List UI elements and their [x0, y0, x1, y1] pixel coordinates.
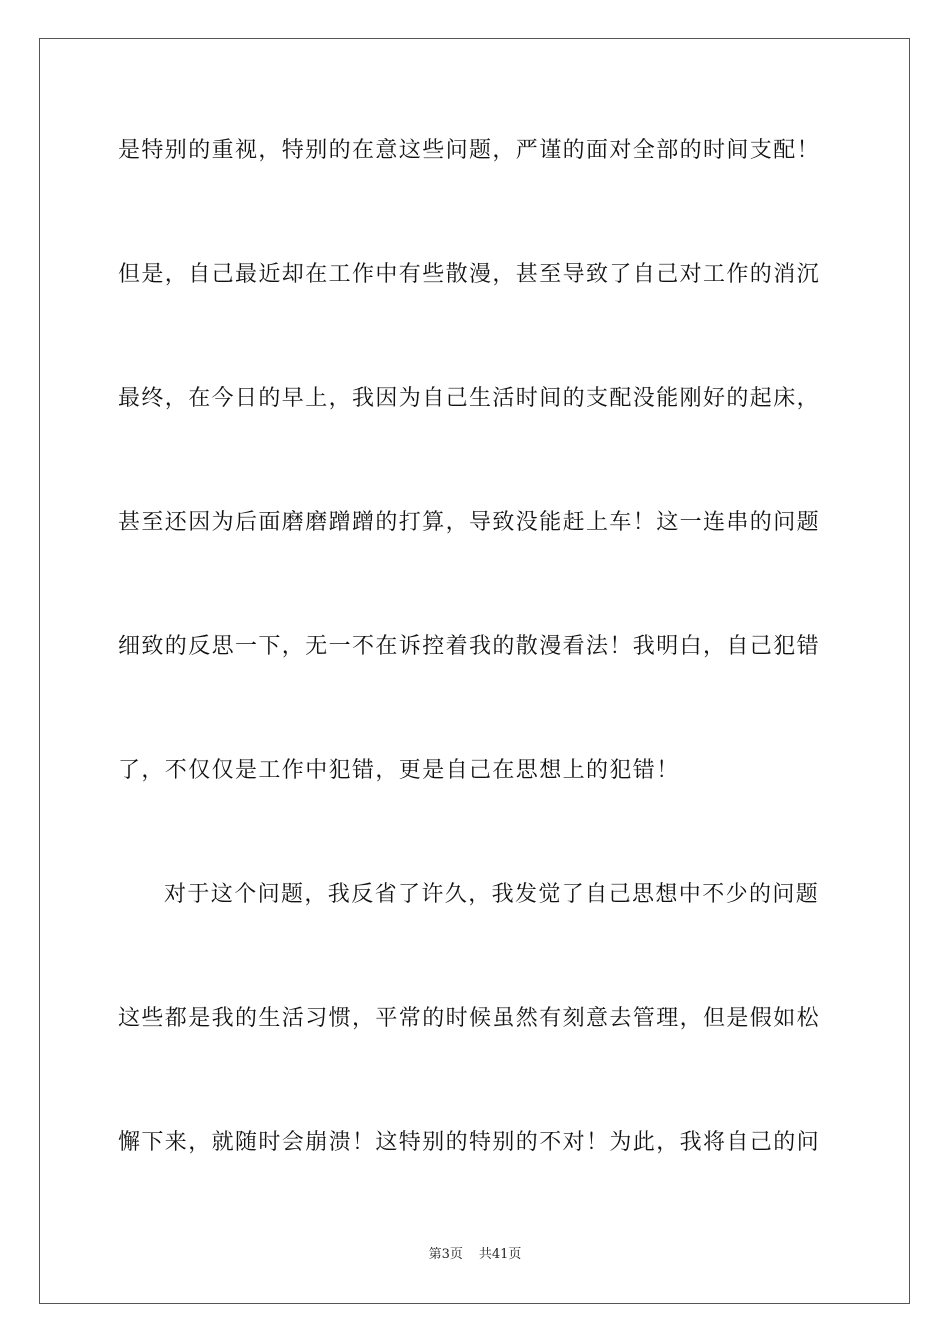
page-border — [39, 38, 910, 1304]
text-line-7-paragraph-start: 对于这个问题，我反省了许久，我发觉了自己思想中不少的问题 — [164, 882, 820, 907]
page-number-current: 第3页 — [428, 1247, 463, 1262]
page-number-total: 共41页 — [478, 1247, 522, 1262]
text-line-6: 了，不仅仅是工作中犯错，更是自己在思想上的犯错！ — [118, 758, 680, 783]
text-line-5: 细致的反思一下，无一不在诉控着我的散漫看法！我明白，自己犯错 — [118, 634, 821, 659]
text-line-3: 最终，在今日的早上，我因为自己生活时间的支配没能刚好的起床， — [118, 386, 821, 411]
text-line-1: 是特别的重视，特别的在意这些问题，严谨的面对全部的时间支配！ — [118, 138, 821, 163]
text-line-9: 懈下来，就随时会崩溃！这特别的特别的不对！为此，我将自己的问 — [118, 1130, 821, 1155]
text-line-2: 但是，自己最近却在工作中有些散漫，甚至导致了自己对工作的消沉 — [118, 262, 821, 287]
page-footer — [0, 1246, 950, 1264]
text-line-8: 这些都是我的生活习惯，平常的时候虽然有刻意去管理，但是假如松 — [118, 1006, 821, 1031]
text-line-4: 甚至还因为后面磨磨蹭蹭的打算，导致没能赶上车！这一连串的问题 — [118, 510, 821, 535]
